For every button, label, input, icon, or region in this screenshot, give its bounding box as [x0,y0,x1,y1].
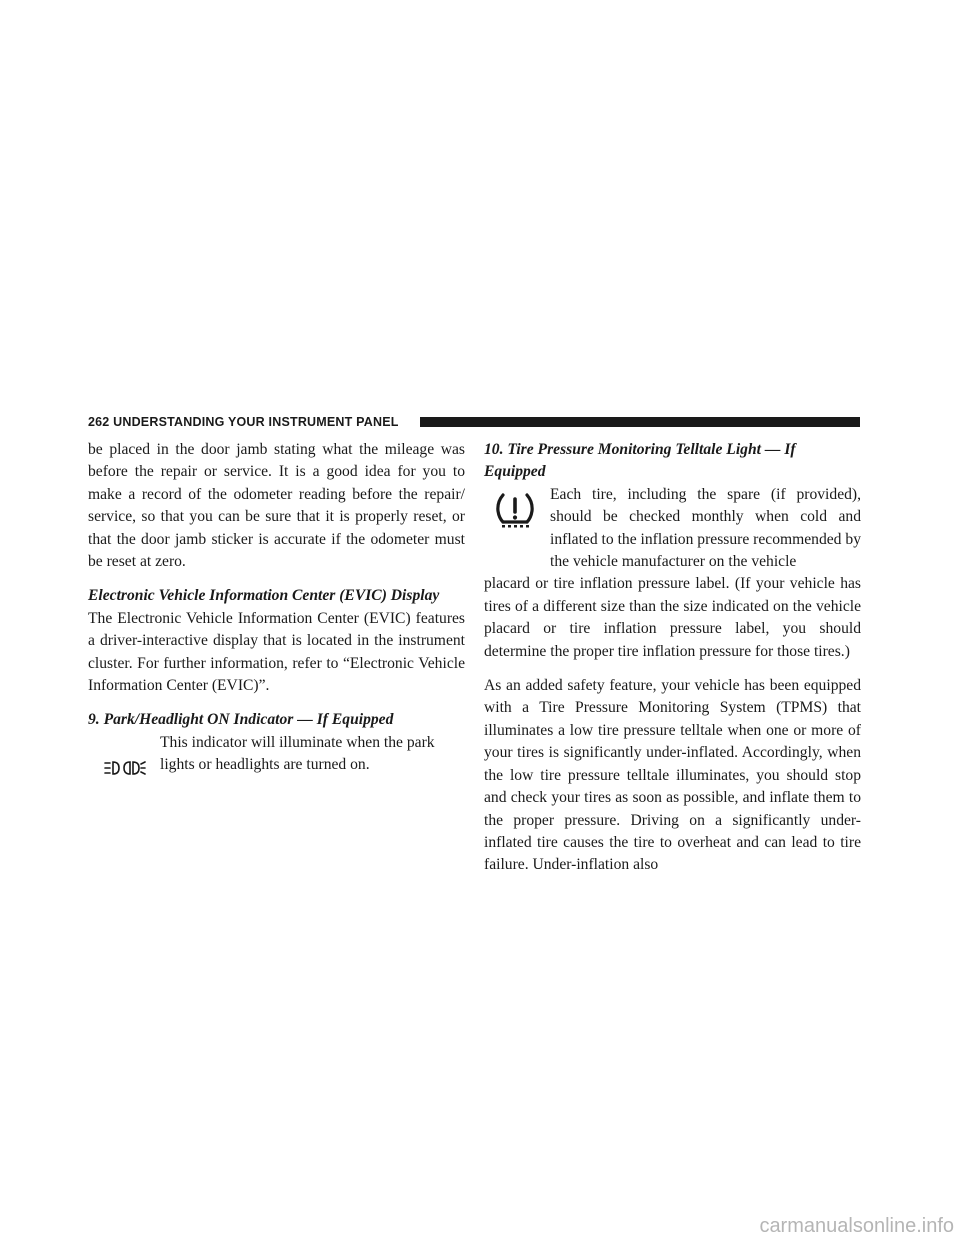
page-header [88,415,860,429]
tire-pressure-icon [494,492,536,528]
page-header-label: 262 UNDERSTANDING YOUR INSTRUMENT PANEL [88,415,399,429]
evic-heading: Electronic Vehicle Information Center (EVIC) Display [88,587,440,605]
odometer-paragraph: be placed in the door jamb stating what the mileage was before the repair or service. It is a good idea for you to make a record of the odometer reading before the repair/ service, so that you can be sure that it is properly reset, or that the door jamb sticker is accurate if the odometer must be reset at zero. [88,441,465,571]
item9-paragraph: This indicator will illuminate when the park lights or headlights are turned on. [160,733,435,774]
evic-paragraph: The Electronic Vehicle Information Center (EVIC) features a driver-interactive display that is located in the instrument cluster. For further information, refer to “Electronic Vehicle Information Center (EVIC)”. [88,609,465,695]
watermark: carmanualsonline.info [759,1215,954,1237]
park-headlight-icon [104,760,146,776]
item9-heading: 9. Park/Headlight ON Indicator — If Equipped [88,711,394,729]
item10-heading: 10. Tire Pressure Monitoring Telltale Light — If Equipped [484,441,796,481]
left-column [88,439,465,777]
tpms-paragraph: As an added safety feature, your vehicle has been equipped with a Tire Pressure Monitoring System (TPMS) that illuminates a low tire pressure telltale when one or more of your tires is significantly under-inflated. Accordingly, when the low tire pressure telltale illuminates, you should stop and check your tires as soon as possible, and inflate them to the proper pressure. Driving on a significantly under-inflated tire causes the tire to overheat and can lead to tire failure. Under-inflation also [484,677,861,874]
header-rule [420,417,860,427]
item9-block [88,732,465,777]
item10-block [484,484,861,574]
item10-intro: Each tire, including the spare (if provided), should be checked monthly when cold and inflated to the inflation pressure recommended by the vehicle manufacturer on the vehicle [550,485,861,571]
item10-continued: placard or tire inflation pressure label. (If your vehicle has tires of a different size than the size indicated on the vehicle placard or tire inflation pressure label, you should determine the proper tire inflation pressure for those tires.) [484,575,861,660]
right-column [484,439,861,877]
